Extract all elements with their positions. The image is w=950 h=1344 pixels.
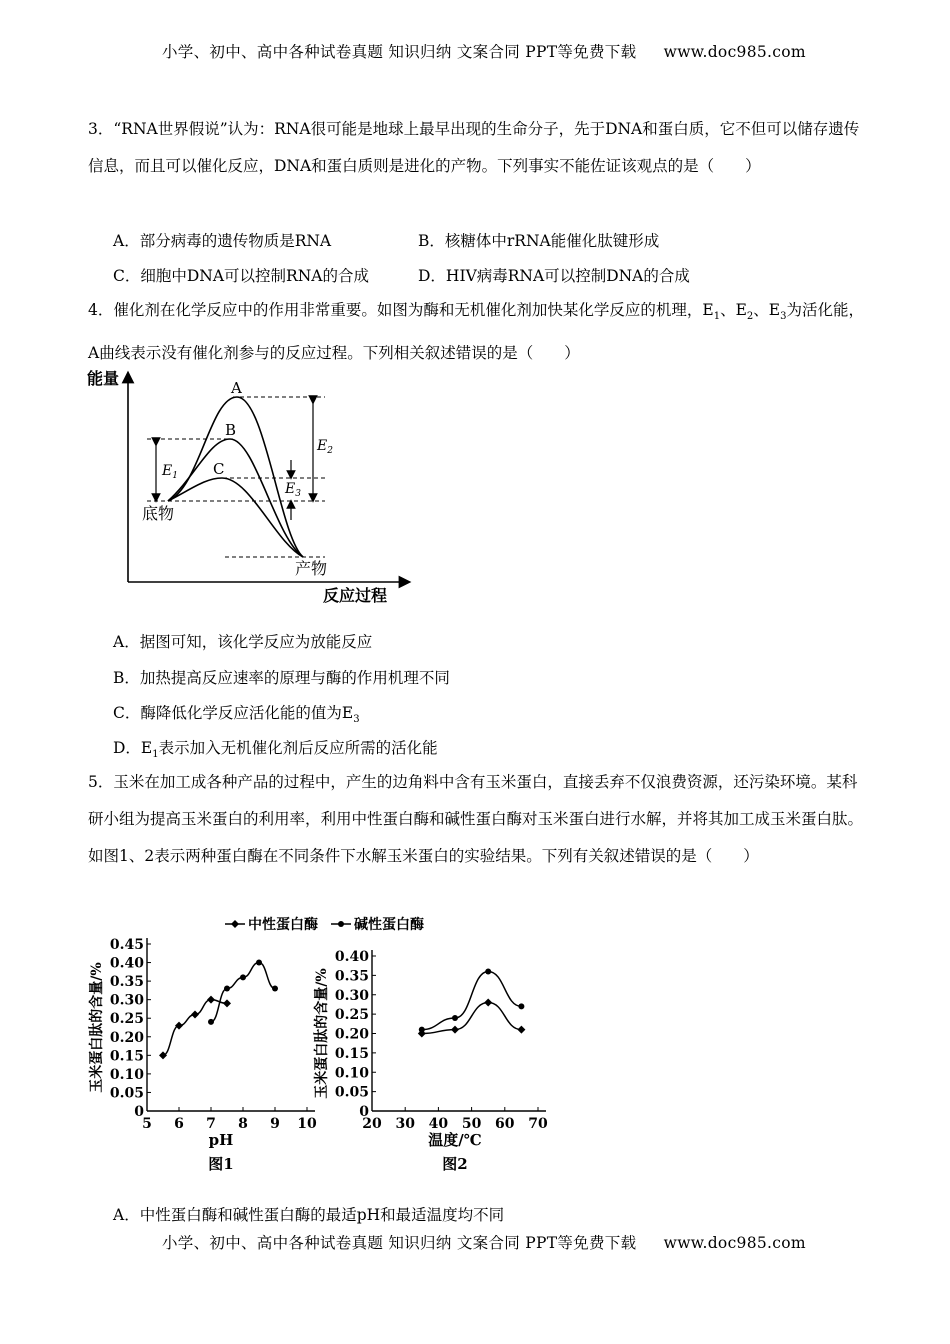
x-tick-label: 30 [395,1116,415,1132]
q3-option-a[interactable]: A．部分病毒的遗传物质是RNA [113,232,332,250]
point-alkaline [224,986,230,992]
page-footer [162,1231,806,1253]
y-tick-label: 0 [134,1104,144,1120]
y-tick-label: 0.45 [109,937,144,953]
q3-option-c[interactable]: C．细胞中DNA可以控制RNA的合成 [113,267,369,285]
q4-option-b[interactable]: B．加热提高反应速率的原理与酶的作用机理不同 [113,669,450,687]
y-tick-label: 0.35 [334,968,369,985]
y-tick-label: 0.15 [109,1048,144,1065]
y-tick-label: 0.10 [109,1066,144,1083]
x-tick-label: 60 [495,1116,515,1132]
point-alkaline [240,974,246,980]
y-tick-label: 0.25 [109,1011,144,1028]
q3-option-b[interactable]: B．核糖体中rRNA能催化肽键形成 [418,232,660,250]
x-tick-label: 7 [206,1116,216,1132]
q5-option-a[interactable]: A．中性蛋白酶和碱性蛋白酶的最适pH和最适温度均不同 [113,1206,505,1224]
chart-temperature [313,949,548,1173]
point-alkaline [208,1019,214,1025]
y-tick-label: 0.20 [109,1029,144,1046]
y-axis-label: 玉米蛋白肽的含量/% [314,968,330,1099]
chart-ph [88,937,317,1173]
label-c: C [213,460,225,478]
product-label: 产物 [295,559,328,578]
chart-legend [225,916,424,933]
point-neutral [191,1011,199,1019]
y-tick-label: 0.15 [334,1045,369,1062]
y-tick-label: 0.35 [109,974,144,991]
header-url[interactable]: www.doc985.com [663,43,806,61]
x-tick-label: 8 [238,1116,248,1132]
footer-text: 小学、初中、高中各种试卷真题 知识归纳 文案合同 PPT等免费下载 [162,1234,637,1252]
point-alkaline [518,1003,524,1009]
x-tick-label: 5 [142,1116,152,1132]
y-tick-label: 0.10 [334,1065,369,1082]
y-tick-label: 0 [359,1104,369,1120]
y-axis-label: 能量 [87,369,120,388]
header-text: 小学、初中、高中各种试卷真题 知识归纳 文案合同 PPT等免费下载 [162,43,637,61]
point-neutral [484,999,492,1007]
series-neutral-line [163,1000,227,1056]
q4-option-c[interactable]: C．酶降低化学反应活化能的值为$E_3$ [113,704,360,726]
label-a: A [231,379,242,397]
enzyme-charts [85,908,585,1178]
y-tick-label: 0.30 [334,987,369,1004]
chart-caption: 图2 [442,1155,468,1173]
label-b: B [225,421,237,439]
series-alkaline-line [422,972,522,1030]
question-3-stem: 3．“RNA世界假说”认为：RNA很可能是地球上最早出现的生命分子，先于DNA和蛋白质，它不但可以储存遗传信息，而且可以催化反应，DNA和蛋白质则是进化的产物。下列事实不能佐证该观点的是（ ） [88,120,860,175]
y-tick-label: 0.20 [334,1026,369,1043]
legend-neutral: 中性蛋白酶 [248,917,318,933]
point-alkaline [272,986,278,992]
chart-caption: 图1 [208,1155,234,1173]
x-tick-label: 10 [297,1116,317,1132]
point-alkaline [452,1015,458,1021]
y-tick-label: 0.05 [334,1084,369,1101]
energy-diagram [85,362,415,607]
x-axis-label: 反应过程 [323,586,388,605]
point-alkaline [485,969,491,975]
point-neutral [517,1026,525,1034]
point-alkaline [256,960,262,966]
y-tick-label: 0.05 [109,1085,144,1102]
x-axis-label: pH [208,1131,234,1149]
point-neutral [223,999,231,1007]
q3-option-d[interactable]: D．HIV病毒RNA可以控制DNA的合成 [418,267,690,285]
legend-alkaline: 碱性蛋白酶 [354,917,424,933]
q4-option-d[interactable]: D．$E_1$表示加入无机催化剂后反应所需的活化能 [113,739,438,761]
x-tick-label: 40 [428,1116,449,1132]
point-neutral [451,1026,459,1034]
x-tick-label: 20 [362,1116,382,1132]
e3-label: $E_3$ [285,481,301,499]
y-tick-label: 0.40 [334,949,369,965]
y-tick-label: 0.30 [109,992,144,1009]
y-axis-label: 玉米蛋白肽的含量/% [89,962,105,1093]
series-neutral-line [422,1003,522,1034]
page-header [162,40,806,62]
x-tick-label: 50 [461,1116,482,1132]
curve-c [168,478,303,557]
point-neutral [207,996,215,1004]
x-tick-label: 9 [270,1116,280,1132]
e1-label: $E_1$ [162,463,178,481]
question-5-stem: 5．玉米在加工成各种产品的过程中，产生的边角料中含有玉米蛋白，直接丢弃不仅浪费资源，还污染环境。某科研小组为提高玉米蛋白的利用率，利用中性蛋白酶和碱性蛋白酶对玉米蛋白进行水解，并将其加工成玉米蛋白肽。如图1、2表示两种蛋白酶在不同条件下水解玉米蛋白的实验结果。下列有关叙述错误的是（ ） [88,773,864,865]
x-axis-label: 温度/℃ [428,1131,482,1149]
x-tick-label: 6 [174,1116,184,1132]
substrate-label: 底物 [142,504,175,523]
e2-label: $E_2$ [317,438,333,456]
question-4-stem: 4．催化剂在化学反应中的作用非常重要。如图为酶和无机催化剂加快某化学反应的机理，$E_1$、$E_2$、$E_3$为活化能，A曲线表示没有催化剂参与的反应过程。下列相关叙述错误的是（ ） [88,301,864,363]
series-alkaline-line [211,963,275,1022]
y-tick-label: 0.40 [109,955,144,972]
y-tick-label: 0.25 [334,1007,369,1024]
footer-url[interactable]: www.doc985.com [663,1234,806,1252]
x-tick-label: 70 [528,1116,548,1132]
q4-option-a[interactable]: A．据图可知，该化学反应为放能反应 [113,633,373,651]
